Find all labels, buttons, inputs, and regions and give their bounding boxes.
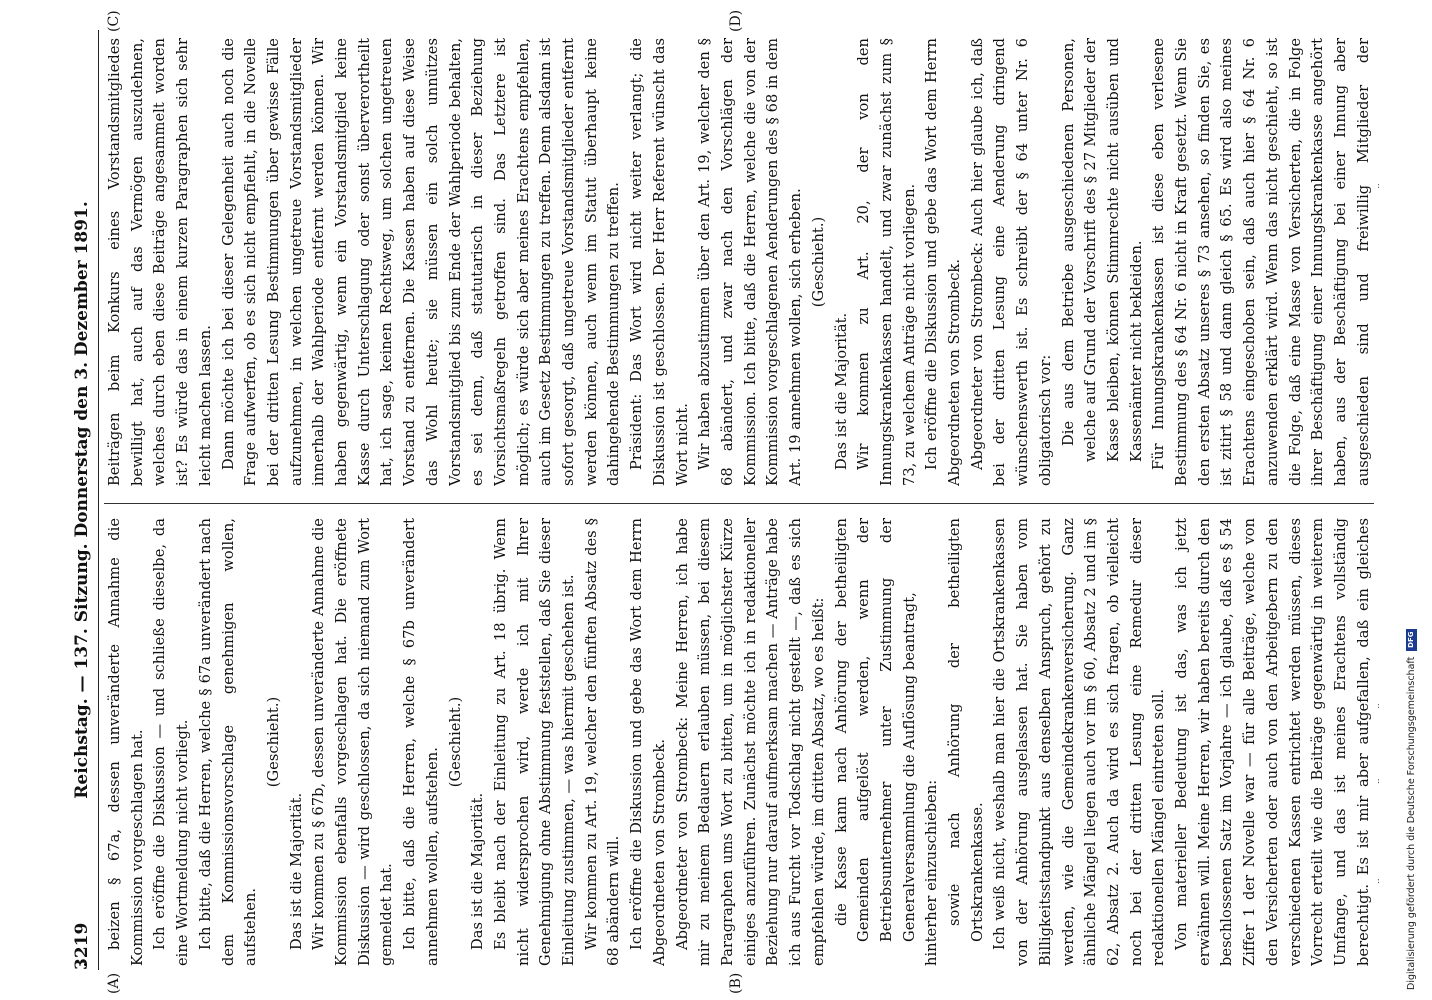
paragraph: Ich eröffne die Diskussion und gebe das Wort dem Herrn Abgeordneten von Strombeck. [923,38,964,486]
paragraph: Wir kommen zu Art. 20, der von den Innungskrankenkassen handelt, und zwar zunächst zum § 73, zu welchem Anträge nicht vorliegen. [855,38,918,486]
stage-direction: (Geschieht.) [264,696,282,788]
speech-paragraph: Abgeordneter von Strombeck: Meine Herren, ich habe mir zu meinem Bedauern erlauben müssen, bei diesem Paragraphen ums Wort zu bitten, um in möglichster Kürze einiges anzuführen. Zunächst möchte ich in redaktioneller Beziehung nur darauf aufmerksam machen — Anträge habe ich aus Furcht vor Todschlag nicht gestellt —, daß es sich empfehlen würde, im dritten Absatz, wo es heißt: [673,518,827,966]
credit-text: Digitalisierung gefördert durch die Deutsche Forschungsgemeinschaft [1406,656,1417,990]
paragraph: Dann möchte ich bei dieser Gelegenheit auch noch die Frage aufwerfen, ob es sich nicht empfiehlt, in die Novelle bei der dritten Lesung Bestimmungen über gewisse Fälle aufzunehmen, in welchen ungetreue Vorstandsmitglieder innerhalb der Wahlperiode entfernt werden können. Wir haben gegenwärtig, wenn ein Vorstandsmitglied keine Kasse durch Unterschlagung oder sonst überverortheilt hat, ich sage, keinen Rechtsweg, um solchen ungetreuen Vorstand zu entfernen. Die Kassen haben auf diese Weise das Wohl heute; sie müssen ein solch unnützes Vorstandsmitglied bis zum Ende der Wahlperiode behalten, es sei denn, daß statutarisch in dieser Beziehung Vorsichtsmaßregeln getroffen sind. Das Letztere ist möglich; es würde sich aber meines Erachtens empfehlen, auch im Gesetz Bestimmungen zu treffen. Denn alsdann ist sofort gesorgt, daß ungetreue Vorstandsmitglieder entfernt werden können, auch wenn im Statut überhaupt keine dahingehende Bestimmungen zu treffen. [219,38,623,486]
page-header [68,30,98,970]
paragraph: Ich bitte, daß die Herren, welche § 67a unverändert nach dem Kommissionsvorschlage genehmigen wollen, aufstehen. [196,518,260,966]
quoted-text: die Kasse kann nach Anhörung der betheiligten Gemeinden aufgelöst werden, wenn der Betriebsunternehmer unter Zustimmung der Generalversammlung die Auflösung beantragt, [832,518,918,942]
paragraph: Ich weiß nicht, weshalb man hier die Ortskrankenkassen von der Anhörung ausgelassen hat. Sie haben vom Billigkeitsstandpunkt aus denselben Anspruch, gehört zu werden, wie die Gemeindekrankenversicherung. Ganz ähnliche Mängel liegen auch vor im § 60, Absatz 2 und im § 62, Absatz 2. Auch da wird es sich fragen, ob vielleicht noch bei der dritten Lesung eine Remedur dieser redaktionellen Mängel eintreten soll. [991,518,1168,966]
quoted-text: Die aus dem Betriebe ausgeschiedenen Personen, welche auf Grund der Vorschrift des § 27 Mitglieder der Kasse bleiben, können Stimmrechte nicht ausüben und Kassenämter nicht bekleiden. [1059,38,1145,462]
header-rule [98,30,99,970]
speech-paragraph: Abgeordneter von Strombeck: Auch hier glaube ich, daß bei der dritten Lesung eine Aenderung dringend wünschenswerth ist. Es schreibt der § 64 unter Nr. 6 obligatorisch vor: [968,38,1054,486]
stage-direction: (Geschieht.) [446,696,464,788]
column-divider [104,503,1374,504]
paragraph: hinterher einzuschieben: [923,779,941,966]
margin-marker-a: (A) [106,972,122,994]
paragraph: Wir haben abzustimmen über den Art. 19, welcher den § 68 abändert, und zwar nach den Vorschlägen der Kommission. Ich bitte, daß die Herren, welche die von der Kommission vorgeschlagenen Aenderungen des § 68 in dem Art. 19 annehmen wollen, sich erheben. [696,38,805,486]
paragraph: Für Innungskrankenkassen ist diese eben verlesene Bestimmung des § 64 Nr. 6 nicht in Kraft gesetzt. Wenn Sie den ersten Absatz unseres § 73 ansehen, so finden Sie, es ist zitirt § 58 und dann gleich § 65. Es wird also meines Erachtens eingeschoben sein, daß auch hier § 64 Nr. 6 anzuwenden erklärt wird. Wenn das nicht geschieht, so ist die Folge, daß eine Masse von Versicherten, die in Folge ihrer Beschäftigung einer Innungskrankenkasse angehört haben, aus der Beschäftigung bei einer Innung aber ausgeschieden sind und freiwillig Mitglieder der [1150,38,1372,486]
paragraph: Wir kommen zu Art. 19, welcher den fünften Absatz des § 68 abändern will. [582,518,623,966]
speech-paragraph: Präsident: Das Wort wird nicht weiter verlangt; die Diskussion ist geschlossen. Der Herr Referent wünscht das Wort nicht. [628,38,691,486]
right-column [104,38,1379,486]
digitization-credit [1406,629,1417,990]
paragraph: Das ist die Majorität. [287,792,305,950]
paragraph: Ich eröffne die Diskussion und gebe das Wort dem Herrn Abgeordneten von Strombeck. [628,518,668,966]
paragraph: Wir kommen zu § 67b, dessen unveränderte Annahme die Kommission ebenfalls vorgeschlagen hat. Die eröffnete Diskussion — wird geschlossen, da sich niemand zum Wort gemeldet hat. [310,518,396,966]
paragraph: Es bleibt nach der Einleitung zu Art. 18 übrig. Wenn nicht widersprochen wird, werde ich mit Ihrer Genehmigung ohne Abstimmung feststellen, daß Sie dieser Einleitung zustimmen, — was hiermit geschehen ist. [491,518,578,966]
paragraph: Von materieller Bedeutung ist das, was ich jetzt erwähnen will. Meine Herren, wir haben bereits durch den beschlossenen Satz im Vorjahre — ich glaube, daß es § 54 Ziffer 1 der Novelle war — für alle Beiträge, welche von den Versicherten oder auch von den Arbeitgebern zu den verschiedenen Kassen entrichtet werden müssen, dieses Vorrecht erteilt wie die Beiträge gegenwärtig in weiterem Umfange, und das ist meines Erachtens vollständig berechtigt. Es ist mir aber aufgefallen, daß ein gleiches [1173,518,1372,966]
left-column [104,518,1379,966]
paragraph: beizen § 67a, dessen unveränderte Annahme die Kommission vorgeschlagen hat. [106,518,146,966]
paragraph: Das ist die Majorität. [832,312,850,470]
paragraph: Ich bitte, daß die Herren, welche § 67b unverändert annehmen wollen, aufstehen. [401,518,441,966]
dfg-logo: DFG [1406,629,1417,651]
quoted-text: sowie nach Anhörung der betheiligten Ortskrankenkasse. [946,518,986,942]
margin-marker-b: (B) [728,972,744,994]
margin-marker-d: (D) [728,9,744,32]
paragraph: Ich eröffne die Diskussion — und schließe dieselbe, da eine Wortmeldung nicht vorliegt. [151,518,192,966]
paragraph: Das ist die Majorität. [469,792,487,950]
page-number: 3219 [72,922,92,970]
paragraph: Beiträgen beim Konkurs eines Vorstandsmitgliedes bewilligt hat, auch auf das Vermögen auszudehnen, welches durch eben diese Beiträge angesammelt worden ist? Es würde das in einem kurzen Paragraphen sich sehr leicht machen lassen. [106,38,214,486]
margin-marker-c: (C) [106,10,122,32]
running-head: Reichstag. — 137. Sitzung. Donnerstag den 3. Dezember 1891. [72,201,92,799]
stage-direction: (Geschieht.) [809,216,827,308]
